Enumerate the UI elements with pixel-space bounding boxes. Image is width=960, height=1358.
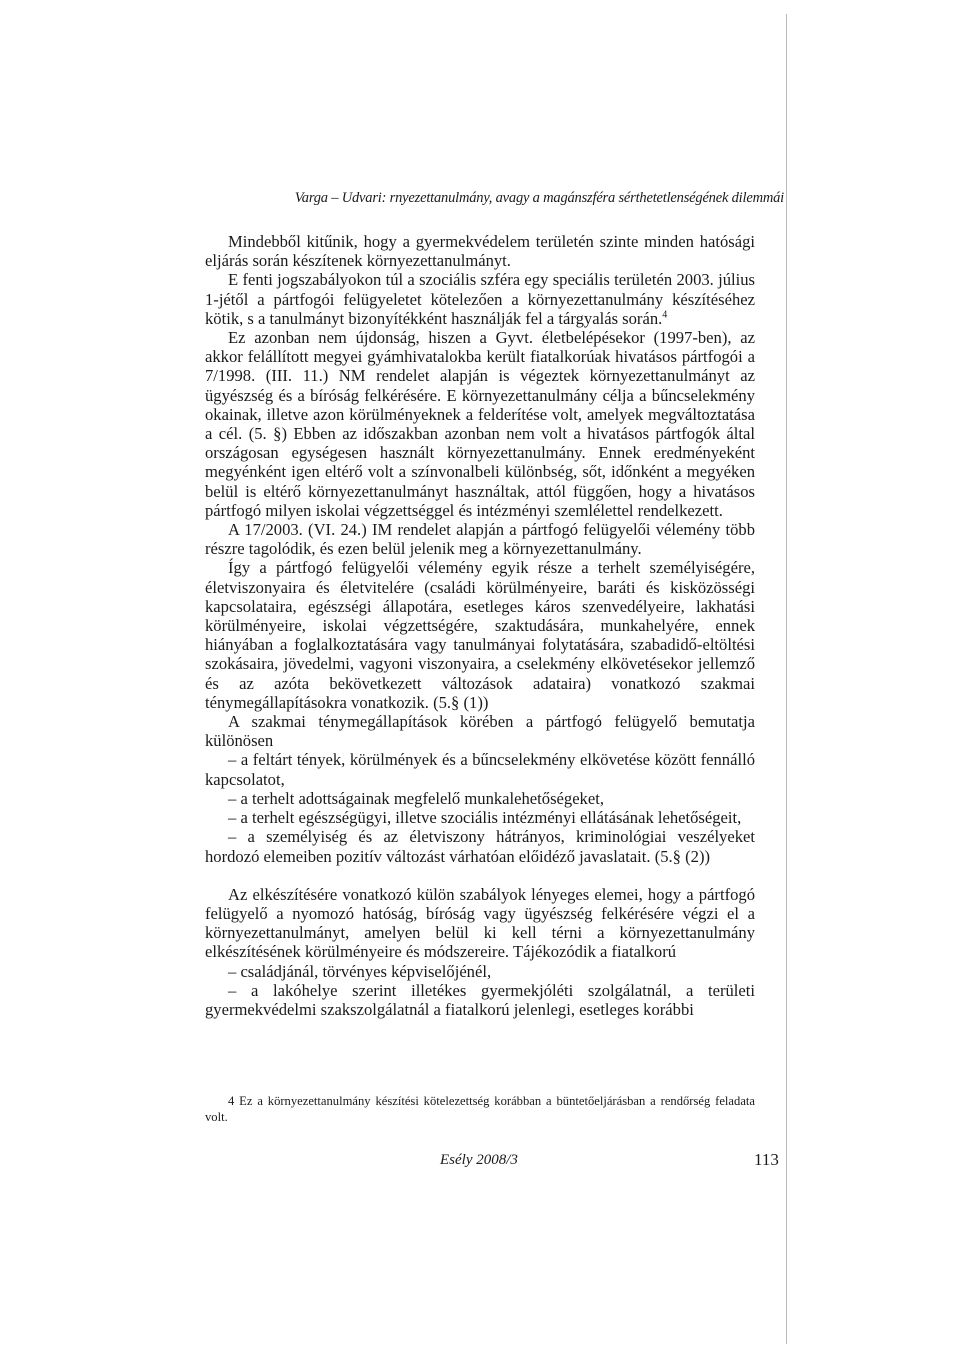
paragraph: Ez azonban nem újdonság, hiszen a Gyvt. életbelépésekor (1997-ben), az akkor felállított megyei gyámhivatalokba került fiatalkorúak hivatásos pártfogói a 7/1998. (III. 11.) NM rendelet alapján is végeztek környezettanulmányt az ügyészség és a bíróság felkérésére. E környezettanulmány célja a bűncselekmény okainak, illetve azon körülményeknek a felderítése volt, amelyek megváltoztatása a cél. (5. §) Ebben az időszakban azonban nem volt a hivatásos pártfogók által országosan egységesen használt környezettanulmány. Ennek eredményeként megyénként igen eltérő volt a színvonalbeli különbség, sőt, időnként a megyéken belül is eltérő környezettanulmányt használtak, attól függően, hogy a hivatásos pártfogó milyen iskolai végzettséggel és intézményi szemlélettel rendelkezett. bbox=[205, 328, 755, 520]
paragraph: Az elkészítésére vonatkozó külön szabályok lényeges elemei, hogy a pártfogó felügyelő a nyomozó hatóság, bíróság vagy ügyészség felkérésére végzi el a környezettanulmányt, amelyen belül ki kell térni a környezettanulmány elkészítésének körülményeire és módszereire. Tájékozódik a fiatalkorú bbox=[205, 884, 755, 962]
paragraph: A 17/2003. (VI. 24.) IM rendelet alapján a pártfogó felügyelői vélemény több részre tagolódik, és ezen belül jelenik meg a környezettanulmány. bbox=[205, 520, 755, 559]
footnote-ref[interactable]: 4 bbox=[662, 309, 668, 321]
list-item: – a személyiség és az életviszony hátrányos, kriminológiai veszélyeket hordozó elemeiben pozitív változást várhatóan előidéző javaslatait. (5.§ (2)) bbox=[205, 827, 755, 866]
margin-rule bbox=[786, 14, 787, 1344]
footnote: 4 Ez a környezettanulmány készítési kötelezettség korábban a büntetőeljárásban a rendőrség feladata volt. bbox=[205, 1094, 755, 1124]
page-number: 113 bbox=[754, 1150, 779, 1169]
list-item: – a feltárt tények, körülmények és a bűncselekmény elkövetése között fennálló kapcsolatot, bbox=[205, 750, 755, 789]
body-text bbox=[205, 232, 755, 1019]
footer-journal: Esély 2008/3 bbox=[440, 1152, 518, 1168]
list-item: – a lakóhelye szerint illetékes gyermekjóléti szolgálatnál, a területi gyermekvédelmi szakszolgálatnál a fiatalkorú jelenlegi, esetleges korábbi bbox=[205, 980, 755, 1019]
paragraph: Így a pártfogó felügyelői vélemény egyik része a terhelt személyiségére, életviszonyaira és életvitelére (családi körülményeire, baráti és kisközösségi kapcsolataira, egészségi állapotára, esetleges káros szenvedélyeire, lakhatási körülményeire, iskolai végzettségére, szaktudására, munkahelyére, ennek hiányában a foglalkoztatására vagy tanulmányai folytatására, szabadidő-eltöltési szokásaira, jövedelmi, vagyoni viszonyaira, a cselekmény elkövetésekor jellemző és az azóta bekövetkezett változások adataira) vonatkozó szakmai ténymegállapításokra vonatkozik. (5.§ (1)) bbox=[205, 558, 755, 712]
list-item: – a terhelt egészségügyi, illetve szociális intézményi ellátásának lehetőségeit, bbox=[228, 808, 742, 828]
paragraph: Mindebből kitűnik, hogy a gyermekvédelem területén szinte minden hatósági eljárás során készítenek környezettanulmányt. bbox=[205, 232, 755, 271]
paragraph: A szakmai ténymegállapítások körében a pártfogó felügyelő bemutatja különösen bbox=[205, 712, 755, 751]
paragraph: E fenti jogszabályokon túl a szociális szféra egy speciális területén 2003. július 1-jétől a pártfogói felügyeletet kötelezően a környezettanulmány készítéséhez kötik, s a tanulmányt bizonyítékként használják fel a tárgyalás során.$^4$ bbox=[205, 270, 755, 328]
list-item: – a terhelt adottságainak megfelelő munkalehetőségeket, bbox=[228, 788, 604, 808]
list-item: – családjánál, törvényes képviselőjénél, bbox=[228, 961, 492, 981]
running-head: Varga – Udvari: rnyezettanulmány, avagy a magánszféra sérthetetlenségének dilemmái bbox=[294, 190, 784, 206]
